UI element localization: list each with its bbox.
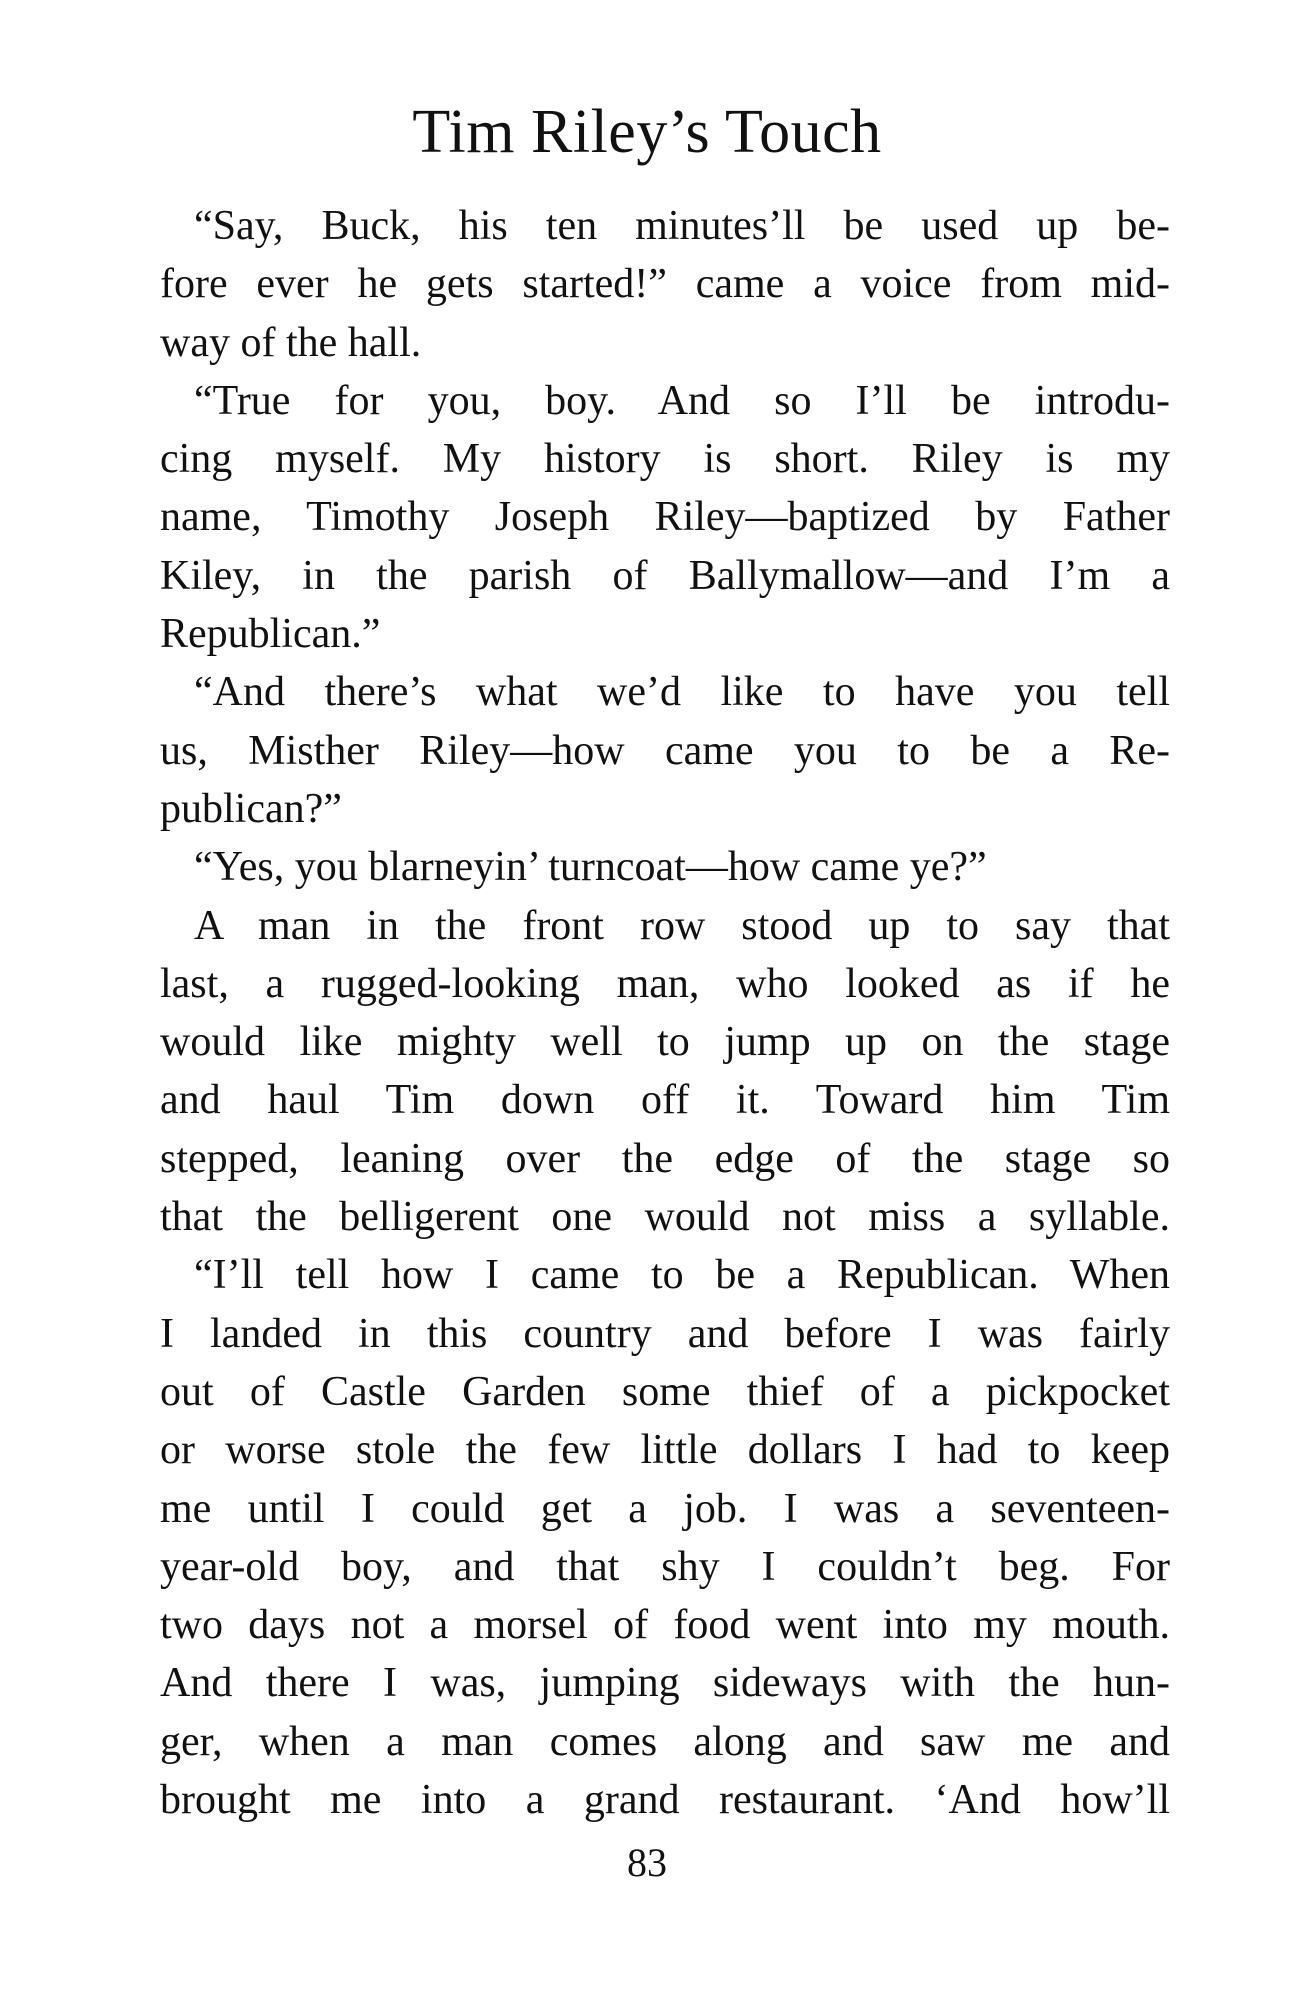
text-line: “I’ll tell how I came to be a Republican. When: [194, 1252, 1170, 1299]
text-line: “And there’s what we’d like to have you tell: [194, 669, 1170, 716]
text-line: or worse stole the few little dollars I had to keep: [160, 1427, 1170, 1474]
text-line: “True for you, boy. And so I’ll be introdu-: [194, 377, 1170, 424]
text-line: publican?”: [160, 785, 342, 832]
text-line: that the belligerent one would not miss a syllable.: [160, 1194, 1170, 1241]
text-line: and haul Tim down off it. Toward him Tim: [160, 1077, 1170, 1124]
text-line: Kiley, in the parish of Ballymallow—and I’m a: [160, 552, 1170, 599]
text-line: would like mighty well to jump up on the stage: [160, 1019, 1170, 1066]
text-line: fore ever he gets started!” came a voice from mid-: [160, 261, 1170, 308]
text-line: year-old boy, and that shy I couldn’t beg. For: [160, 1543, 1170, 1590]
text-line: I landed in this country and before I was fairly: [160, 1310, 1170, 1357]
body-text: [160, 197, 1170, 1829]
text-line: stepped, leaning over the edge of the stage so: [160, 1135, 1170, 1182]
text-line: cing myself. My history is short. Riley is my: [160, 436, 1170, 483]
text-line: “Yes, you blarneyin’ turncoat—how came ye?”: [194, 844, 987, 891]
text-line: last, a rugged-looking man, who looked as if he: [160, 960, 1170, 1007]
text-line: two days not a morsel of food went into my mouth.: [160, 1602, 1170, 1649]
text-line: way of the hall.: [160, 319, 422, 366]
text-line: “Say, Buck, his ten minutes’ll be used up be-: [194, 203, 1170, 249]
text-line: And there I was, jumping sideways with the hun-: [160, 1660, 1170, 1707]
page-number: 83: [627, 1840, 667, 1885]
text-line: us, Misther Riley—how came you to be a Re-: [160, 727, 1170, 774]
text-line: A man in the front row stood up to say that: [194, 902, 1170, 949]
running-title: Tim Riley’s Touch: [412, 98, 882, 166]
text-line: Republican.”: [160, 611, 381, 658]
text-line: out of Castle Garden some thief of a pickpocket: [160, 1368, 1170, 1415]
text-line: me until I could get a job. I was a seventeen-: [160, 1485, 1170, 1532]
text-line: brought me into a grand restaurant. ‘And how’ll: [160, 1777, 1170, 1824]
text-line: ger, when a man comes along and saw me and: [160, 1718, 1170, 1765]
text-line: name, Timothy Joseph Riley—baptized by Father: [160, 494, 1170, 541]
